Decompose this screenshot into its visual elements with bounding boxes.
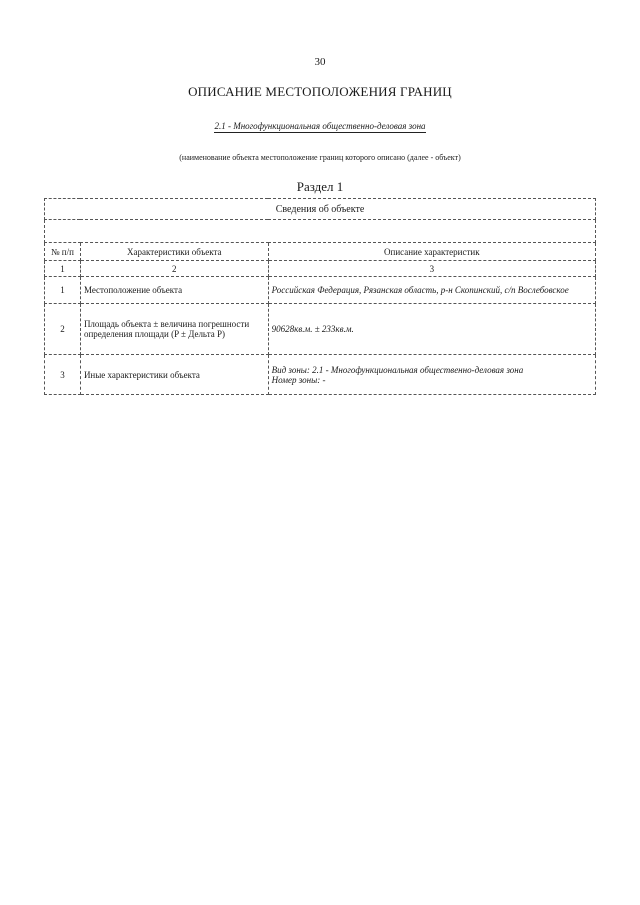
row-number: 2 xyxy=(45,304,81,355)
row-characteristic: Местоположение объекта xyxy=(80,277,268,304)
column-number-row xyxy=(45,261,596,277)
zone-name-text: 2.1 - Многофункциональная общественно-деловая зона xyxy=(214,121,426,131)
row-description-line: Вид зоны: 2.1 - Многофункциональная общественно-деловая зона xyxy=(271,364,524,375)
column-header-description: Описание характеристик xyxy=(268,243,595,261)
column-number: 2 xyxy=(80,261,268,277)
section-title: Раздел 1 xyxy=(296,179,344,194)
page-number: 30 xyxy=(314,56,326,68)
object-info-table xyxy=(44,198,596,395)
column-header-num: № п/п xyxy=(45,243,81,261)
table-spacer-row xyxy=(45,220,596,243)
row-description: 90628кв.м. ± 233кв.м. xyxy=(268,304,595,355)
row-number: 3 xyxy=(45,355,81,395)
object-note: (наименование объекта местоположение границ которого описано (далее - объект) xyxy=(179,153,461,162)
document-title: ОПИСАНИЕ МЕСТОПОЛОЖЕНИЯ ГРАНИЦ xyxy=(188,84,452,99)
row-characteristic: Иные характеристики объекта xyxy=(80,355,268,395)
row-number: 1 xyxy=(45,277,81,304)
zone-name xyxy=(0,121,640,131)
row-characteristic: Площадь объекта ± величина погрешности определения площади (P ± Дельта P) xyxy=(80,304,268,355)
table-row xyxy=(45,304,596,355)
column-number: 3 xyxy=(268,261,595,277)
table-row xyxy=(45,355,596,395)
table-header: Сведения об объекте xyxy=(45,199,596,220)
row-description xyxy=(268,355,595,395)
row-description: Российская Федерация, Рязанская область, р-н Скопинский, с/п Вослебовское xyxy=(268,277,595,304)
table-spacer-cell xyxy=(45,220,596,243)
column-header-row xyxy=(45,243,596,261)
table-row xyxy=(45,277,596,304)
row-description-line: Номер зоны: - xyxy=(271,374,326,385)
column-number: 1 xyxy=(45,261,81,277)
column-header-characteristic: Характеристики объекта xyxy=(80,243,268,261)
